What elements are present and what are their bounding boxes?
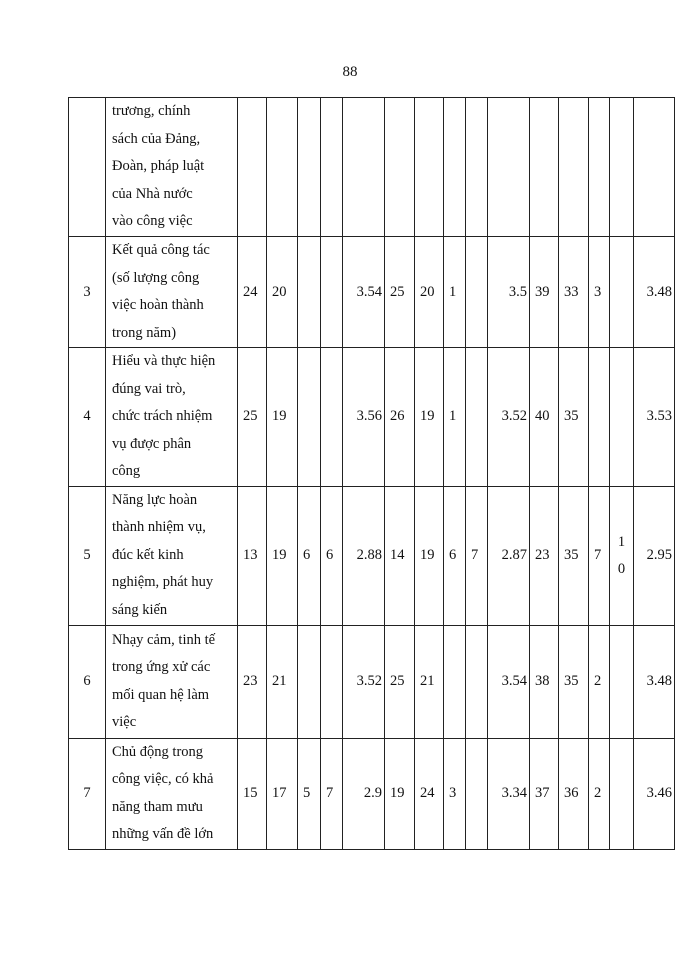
count-cell: 19 bbox=[385, 738, 415, 849]
count-cell bbox=[530, 98, 559, 237]
row-number-cell: 7 bbox=[69, 738, 106, 849]
count-cell: 2 bbox=[589, 738, 610, 849]
average-score-cell: 3.52 bbox=[343, 625, 385, 738]
count-cell bbox=[559, 98, 589, 237]
count-cell bbox=[298, 625, 321, 738]
evaluation-table bbox=[68, 97, 675, 850]
row-number-cell: 3 bbox=[69, 237, 106, 348]
count-cell: 19 bbox=[267, 486, 298, 625]
criterion-line: công bbox=[112, 463, 141, 479]
count-cell: 19 bbox=[267, 348, 298, 487]
count-cell: 19 bbox=[415, 348, 444, 487]
criterion-line: Kết quả công tác bbox=[112, 242, 210, 258]
criterion-line: đúng vai trò, bbox=[112, 380, 186, 397]
count-cell bbox=[385, 98, 415, 237]
count-cell bbox=[238, 98, 267, 237]
criterion-line: việc hoàn thành bbox=[112, 297, 204, 313]
count-cell: 7 bbox=[589, 486, 610, 625]
average-score-cell: 3.5 bbox=[488, 237, 530, 348]
count-cell: 17 bbox=[267, 738, 298, 849]
criterion-cell bbox=[106, 738, 238, 849]
average-score-cell: 2.87 bbox=[488, 486, 530, 625]
count-cell: 13 bbox=[238, 486, 267, 625]
count-cell bbox=[610, 348, 634, 487]
count-cell: 20 bbox=[267, 237, 298, 348]
criterion-line: công việc, có khả bbox=[112, 771, 214, 787]
count-cell: 19 bbox=[415, 486, 444, 625]
criterion-cell bbox=[106, 237, 238, 348]
average-score-cell: 3.54 bbox=[488, 625, 530, 738]
average-score-cell: 3.56 bbox=[343, 348, 385, 487]
table-row bbox=[69, 348, 675, 487]
count-cell: 3 bbox=[444, 738, 466, 849]
criterion-line: Hiểu và thực hiện bbox=[112, 353, 216, 369]
average-score-cell: 3.48 bbox=[634, 625, 675, 738]
criterion-line: trương, chính bbox=[112, 103, 191, 120]
criterion-line: trong ứng xử các bbox=[112, 659, 211, 675]
stacked-digit: 1 bbox=[617, 533, 626, 550]
count-cell bbox=[444, 625, 466, 738]
criterion-line: Năng lực hoàn bbox=[112, 491, 198, 508]
count-cell bbox=[298, 348, 321, 487]
average-score-cell: 3.48 bbox=[634, 237, 675, 348]
count-cell: 37 bbox=[530, 738, 559, 849]
count-cell bbox=[589, 348, 610, 487]
count-cell: 39 bbox=[530, 237, 559, 348]
count-cell: 23 bbox=[530, 486, 559, 625]
count-cell bbox=[321, 348, 343, 487]
count-cell: 3 bbox=[589, 237, 610, 348]
row-number-cell bbox=[69, 98, 106, 237]
criterion-line: đúc kết kinh bbox=[112, 546, 184, 563]
count-cell: 35 bbox=[559, 486, 589, 625]
criterion-line: năng tham mưu bbox=[112, 798, 203, 815]
count-cell bbox=[444, 98, 466, 237]
criterion-line: vào công việc bbox=[112, 213, 193, 230]
criterion-cell bbox=[106, 98, 238, 237]
average-score-cell: 3.34 bbox=[488, 738, 530, 849]
count-cell bbox=[466, 738, 488, 849]
table-row bbox=[69, 625, 675, 738]
count-cell bbox=[267, 98, 298, 237]
count-cell: 1 bbox=[444, 348, 466, 487]
count-cell: 21 bbox=[415, 625, 444, 738]
count-cell: 2 bbox=[589, 625, 610, 738]
count-cell bbox=[466, 98, 488, 237]
average-score-cell bbox=[343, 98, 385, 237]
count-cell bbox=[466, 625, 488, 738]
count-cell: 7 bbox=[466, 486, 488, 625]
average-score-cell bbox=[634, 98, 675, 237]
count-cell bbox=[466, 348, 488, 487]
count-cell: 25 bbox=[385, 237, 415, 348]
criterion-line: Chủ động trong bbox=[112, 743, 204, 760]
count-cell bbox=[321, 625, 343, 738]
criterion-line: (số lượng công bbox=[112, 269, 200, 286]
criterion-line: sách của Đảng, bbox=[112, 130, 201, 147]
count-cell bbox=[610, 237, 634, 348]
count-cell: 7 bbox=[321, 738, 343, 849]
count-cell: 21 bbox=[267, 625, 298, 738]
count-cell: 20 bbox=[415, 237, 444, 348]
count-cell bbox=[589, 98, 610, 237]
average-score-cell: 3.46 bbox=[634, 738, 675, 849]
table-row bbox=[69, 738, 675, 849]
count-cell bbox=[466, 237, 488, 348]
count-cell bbox=[321, 98, 343, 237]
average-score-cell: 2.95 bbox=[634, 486, 675, 625]
criterion-line: Nhạy cảm, tinh tế bbox=[112, 631, 216, 648]
criterion-cell bbox=[106, 486, 238, 625]
table-row bbox=[69, 237, 675, 348]
count-cell: 40 bbox=[530, 348, 559, 487]
count-cell: 26 bbox=[385, 348, 415, 487]
average-score-cell: 3.53 bbox=[634, 348, 675, 487]
count-cell bbox=[415, 98, 444, 237]
count-cell: 33 bbox=[559, 237, 589, 348]
count-cell: 24 bbox=[415, 738, 444, 849]
count-cell bbox=[298, 98, 321, 237]
count-cell: 24 bbox=[238, 237, 267, 348]
page-number: 88 bbox=[342, 64, 358, 80]
table-row bbox=[69, 98, 675, 237]
average-score-cell bbox=[488, 98, 530, 237]
count-cell: 1 bbox=[444, 237, 466, 348]
row-number-cell: 4 bbox=[69, 348, 106, 487]
criterion-line: việc bbox=[112, 714, 137, 730]
count-cell: 35 bbox=[559, 348, 589, 487]
count-cell: 25 bbox=[238, 348, 267, 487]
criterion-line: mối quan hệ làm bbox=[112, 686, 210, 703]
average-score-cell: 3.52 bbox=[488, 348, 530, 487]
count-cell bbox=[298, 237, 321, 348]
average-score-cell: 3.54 bbox=[343, 237, 385, 348]
count-cell bbox=[610, 486, 634, 625]
average-score-cell: 2.9 bbox=[343, 738, 385, 849]
count-cell: 14 bbox=[385, 486, 415, 625]
criterion-cell bbox=[106, 348, 238, 487]
count-cell bbox=[321, 237, 343, 348]
count-cell: 6 bbox=[444, 486, 466, 625]
count-cell bbox=[610, 738, 634, 849]
stacked-digit: 0 bbox=[617, 560, 626, 577]
count-cell: 6 bbox=[321, 486, 343, 625]
table-row bbox=[69, 486, 675, 625]
criterion-line: sáng kiến bbox=[112, 601, 168, 618]
count-cell: 35 bbox=[559, 625, 589, 738]
count-cell: 25 bbox=[385, 625, 415, 738]
criterion-line: trong năm) bbox=[112, 324, 177, 341]
count-cell bbox=[610, 98, 634, 237]
count-cell: 5 bbox=[298, 738, 321, 849]
criterion-line: thành nhiệm vụ, bbox=[112, 519, 206, 536]
criterion-line: của Nhà nước bbox=[112, 185, 193, 202]
average-score-cell: 2.88 bbox=[343, 486, 385, 625]
row-number-cell: 5 bbox=[69, 486, 106, 625]
count-cell bbox=[610, 625, 634, 738]
criterion-line: chức trách nhiệm bbox=[112, 408, 213, 424]
row-number-cell: 6 bbox=[69, 625, 106, 738]
criterion-line: Đoàn, pháp luật bbox=[112, 158, 205, 175]
count-cell: 15 bbox=[238, 738, 267, 849]
count-cell: 38 bbox=[530, 625, 559, 738]
criterion-line: những vấn đề lớn bbox=[112, 826, 214, 842]
criterion-cell bbox=[106, 625, 238, 738]
count-cell: 6 bbox=[298, 486, 321, 625]
count-cell: 23 bbox=[238, 625, 267, 738]
criterion-line: vụ được phân bbox=[112, 435, 192, 452]
criterion-line: nghiệm, phát huy bbox=[112, 574, 214, 591]
count-cell: 36 bbox=[559, 738, 589, 849]
